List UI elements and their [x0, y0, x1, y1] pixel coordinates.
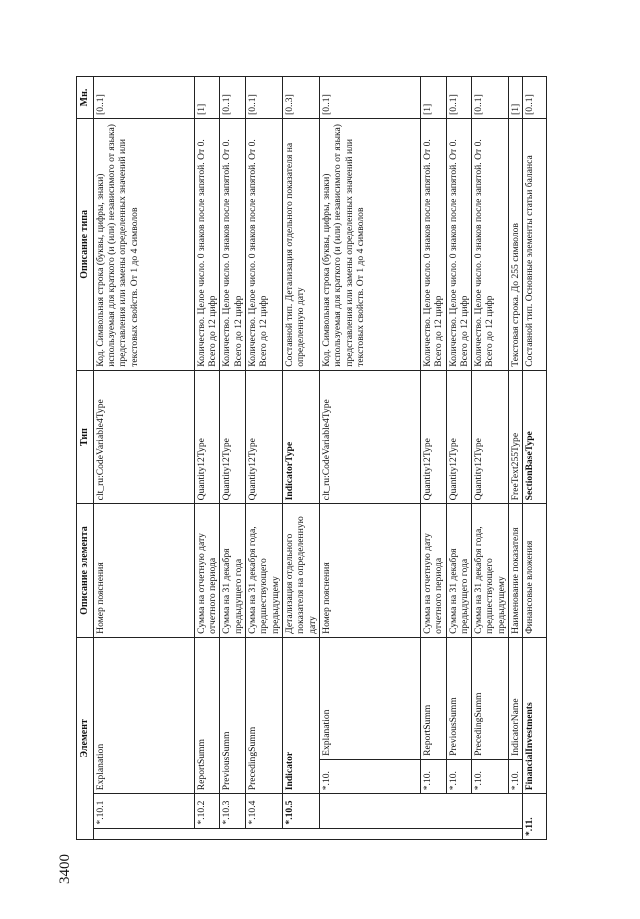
row-number: *.10. — [472, 759, 509, 793]
row-description: Номер пояснения — [93, 504, 194, 638]
row-type-description: Количество. Целое число. 0 знаков после запятой. От 0. Всего до 12 цифр — [220, 119, 246, 371]
row-description: Наименование показателя — [509, 504, 523, 638]
row-type: clt_ru:CodeVariable4Type — [319, 370, 420, 504]
row-element-name: FinancialInvestments — [523, 637, 547, 793]
row-element-name: Explanation — [93, 637, 194, 793]
row-multiplicity: [1] — [509, 77, 523, 119]
row-type-description: Количество. Целое число. 0 знаков после запятой. От 0. Всего до 12 цифр — [472, 119, 509, 371]
row-type: Quantity12Type — [194, 370, 220, 504]
table-row — [194, 77, 220, 840]
row-element-name: Indicator — [282, 637, 319, 793]
row-multiplicity: [0..1] — [93, 77, 194, 119]
table-row — [93, 77, 194, 840]
row-type: Quantity12Type — [420, 370, 446, 504]
row-multiplicity: [0..1] — [319, 77, 420, 119]
row-number: *.10.2 — [194, 794, 220, 828]
header-multiplicity: Мн. — [77, 77, 94, 119]
row-multiplicity: [0..3] — [282, 77, 319, 119]
row-element-name: PreviousSumm — [446, 637, 472, 759]
table-row — [523, 77, 547, 840]
row-number: *.10. — [446, 759, 472, 793]
row-type: SectionBaseType — [523, 370, 547, 504]
row-element-name: Explanation — [319, 637, 420, 759]
header-element: Элемент — [77, 637, 94, 839]
row-type: clt_ru:CodeVariable4Type — [93, 370, 194, 504]
row-number: *.10. — [509, 759, 523, 793]
row-number: *.10.4 — [246, 794, 283, 828]
row-description: Сумма на отчетную дату отчетного периода — [194, 504, 220, 638]
row-number: *.11. — [523, 794, 547, 840]
row-number: *.10. — [319, 759, 420, 793]
row-description: Сумма на 31 декабря предыдущего года — [220, 504, 246, 638]
row-number: *.10.3 — [220, 794, 246, 828]
row-type-description: Составной тип. Детализация отдельного показателя на определенную дату — [282, 119, 319, 371]
table-header-row — [77, 77, 94, 840]
header-type: Тип — [77, 370, 94, 504]
row-type: FreeText255Type — [509, 370, 523, 504]
row-description: Финансовые вложения — [523, 504, 547, 638]
table-row — [420, 77, 446, 840]
element-table — [76, 76, 547, 840]
row-multiplicity: [0..1] — [446, 77, 472, 119]
table-row — [220, 77, 246, 840]
indent-spacer — [93, 828, 523, 839]
row-multiplicity: [0..1] — [523, 77, 547, 119]
row-type: Quantity12Type — [472, 370, 509, 504]
row-type-description: Код. Символьная строка (буквы, цифры, знаки) используемая для краткого (и (или) независимого от языка) представления или замены определенных значений или текстовых свойств. От 1 до 4 символов — [319, 119, 420, 371]
table-row — [282, 77, 319, 840]
row-description: Сумма на отчетную дату отчетного периода — [420, 504, 446, 638]
table-row — [246, 77, 283, 840]
header-description: Описание элемента — [77, 504, 94, 638]
table-row — [472, 77, 509, 840]
row-description: Номер пояснения — [319, 504, 420, 638]
table-row — [509, 77, 523, 840]
row-multiplicity: [0..1] — [246, 77, 283, 119]
indent-spacer — [319, 794, 523, 828]
row-element-name: PreviousSumm — [220, 637, 246, 793]
row-number: *.10.1 — [93, 794, 194, 828]
row-type-description: Текстовая строка. До 255 символов — [509, 119, 523, 371]
row-description: Детализация отдельного показателя на определенную дату — [282, 504, 319, 638]
row-type: Quantity12Type — [446, 370, 472, 504]
row-element-name: ReportSumm — [194, 637, 220, 793]
row-type-description: Составной тип. Основные элементы статьи баланса — [523, 119, 547, 371]
table-row — [319, 77, 420, 840]
row-type-description: Количество. Целое число. 0 знаков после запятой. От 0. Всего до 12 цифр — [420, 119, 446, 371]
table-row — [446, 77, 472, 840]
row-description: Сумма на 31 декабря предыдущего года — [446, 504, 472, 638]
row-type-description: Код. Символьная строка (буквы, цифры, знаки) используемая для краткого (и (или) независимого от языка) представления или замены определенных значений или текстовых свойств. От 1 до 4 символов — [93, 119, 194, 371]
rotated-page-content — [76, 76, 536, 840]
row-description: Сумма на 31 декабря года, предшествующего предыдущему — [472, 504, 509, 638]
row-multiplicity: [0..1] — [472, 77, 509, 119]
row-type-description: Количество. Целое число. 0 знаков после запятой. От 0. Всего до 12 цифр — [246, 119, 283, 371]
row-number: *.10. — [420, 759, 446, 793]
header-type-description: Описание типа — [77, 119, 94, 371]
row-type-description: Количество. Целое число. 0 знаков после запятой. От 0. Всего до 12 цифр — [194, 119, 220, 371]
row-element-name: ReportSumm — [420, 637, 446, 759]
row-type: IndicatorType — [282, 370, 319, 504]
row-description: Сумма на 31 декабря года, предшествующего предыдущему — [246, 504, 283, 638]
row-element-name: IndicatorName — [509, 637, 523, 759]
page-number: 3400 — [57, 854, 73, 884]
row-multiplicity: [1] — [420, 77, 446, 119]
row-number: *.10.5 — [282, 794, 319, 828]
row-element-name: PrecedingSumm — [246, 637, 283, 793]
row-type: Quantity12Type — [220, 370, 246, 504]
row-element-name: PrecedingSumm — [472, 637, 509, 759]
row-multiplicity: [0..1] — [220, 77, 246, 119]
row-multiplicity: [1] — [194, 77, 220, 119]
row-type-description: Количество. Целое число. 0 знаков после запятой. От 0. Всего до 12 цифр — [446, 119, 472, 371]
row-type: Quantity12Type — [246, 370, 283, 504]
